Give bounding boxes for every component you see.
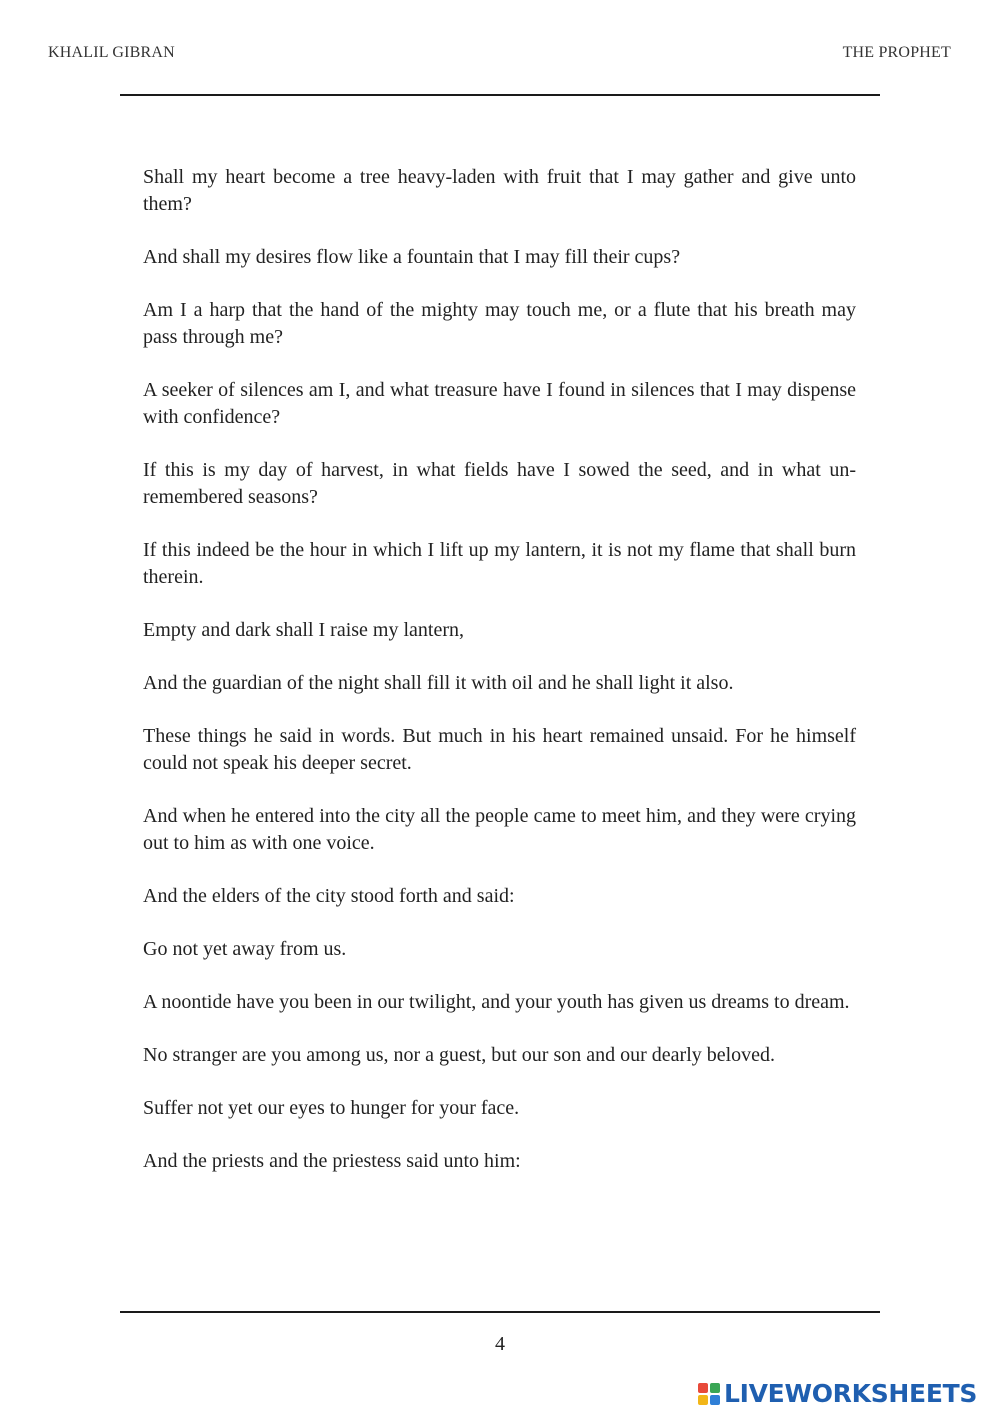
page-number: 4 — [495, 1333, 505, 1355]
running-head-author: KHALIL GIBRAN — [48, 44, 175, 61]
paragraph: And the elders of the city stood forth and said: — [143, 885, 515, 907]
liveworksheets-logo-text: LIVEWORKSHEETS — [724, 1379, 978, 1408]
liveworksheets-logo-icon — [698, 1383, 720, 1405]
paragraph: These things he said in words. But much in his heart remained unsaid. For he himself could not speak his deeper secret. — [143, 725, 856, 774]
paragraph: And the priests and the priestess said unto him: — [143, 1150, 521, 1172]
footer-rule — [120, 1311, 880, 1313]
paragraph: Shall my heart become a tree heavy-laden with fruit that I may gather and give unto them? — [143, 166, 856, 215]
header-rule — [120, 94, 880, 96]
paragraph: If this indeed be the hour in which I lift up my lantern, it is not my flame that shall burn therein. — [143, 539, 856, 588]
logo-tile-yellow — [698, 1395, 708, 1405]
logo-tile-blue — [710, 1395, 720, 1405]
paragraph: And when he entered into the city all the people came to meet him, and they were crying out to him as with one voice. — [143, 805, 856, 854]
paragraph: Suffer not yet our eyes to hunger for your face. — [143, 1097, 520, 1119]
logo-tile-red — [698, 1383, 708, 1393]
logo-tile-green — [710, 1383, 720, 1393]
paragraph: A seeker of silences am I, and what treasure have I found in silences that I may dispense with confidence? — [143, 379, 856, 428]
paragraph: And the guardian of the night shall fill it with oil and he shall light it also. — [143, 672, 734, 694]
paragraph: No stranger are you among us, nor a guest, but our son and our dearly beloved. — [143, 1044, 776, 1066]
running-head-title: THE PROPHET — [842, 44, 951, 61]
paragraph: Go not yet away from us. — [143, 938, 347, 960]
liveworksheets-logo[interactable] — [698, 1379, 977, 1409]
paragraph: If this is my day of harvest, in what fields have I sowed the seed, and in what unremembered seasons? — [143, 459, 856, 508]
body-text — [143, 164, 856, 1201]
paragraph: And shall my desires flow like a fountain that I may fill their cups? — [143, 246, 681, 268]
paragraph: Empty and dark shall I raise my lantern, — [143, 619, 465, 641]
paragraph: A noontide have you been in our twilight, and your youth has given us dreams to dream. — [143, 991, 850, 1013]
paragraph: Am I a harp that the hand of the mighty may touch me, or a flute that his breath may pass through me? — [143, 299, 856, 348]
